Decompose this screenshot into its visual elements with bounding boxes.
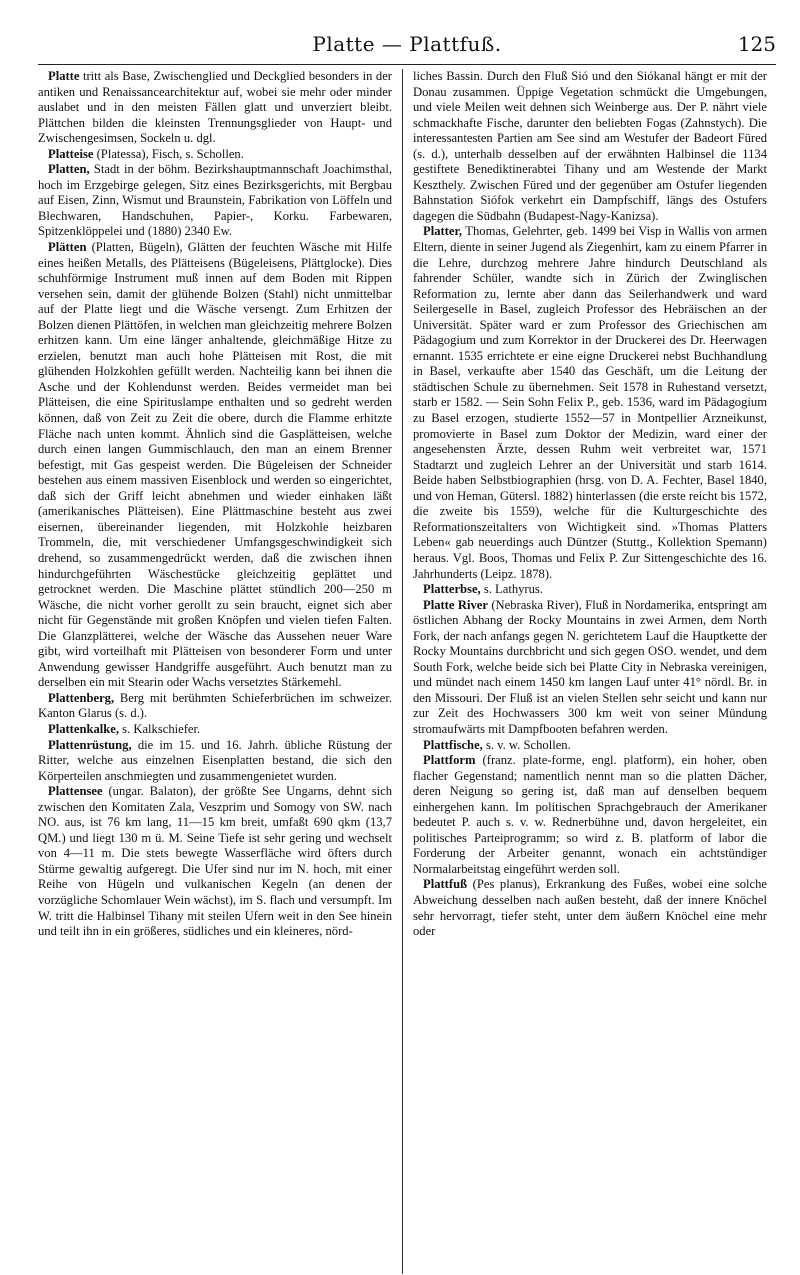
entry-text: liches Bassin. Durch den Fluß Sió und den Siókanal hängt er mit der Donau zusammen. Üppige Vegetation schmückt die Umgebungen, und viele Meilen weit dehnen sich Weinberge aus. Der P. nährt viele schmackhafte Fische, darunter den beliebten Fogas (Zahnstych). Die interessantesten Partien am See sind am Westufer der Badeort Füred (s. d.), unterhalb desselben auf der erwähnten Halbinsel die 1134 gestiftete Benediktinerabtei Tihany und am Westende der Markt Keszthely. Zwischen Füred und der gegenüber am Ostufer liegenden Bahnstation Siófok verkehrt ein Dampfschiff, längs des Ostufers dagegen die Südbahn (Budapest-Nagy-Kanizsa).: [413, 69, 767, 223]
dictionary-entry: [413, 738, 767, 754]
entry-text: Thomas, Gelehrter, geb. 1499 bei Visp in Wallis von armen Eltern, diente in seiner Jugend als Ziegenhirt, kam zu einem Pfarrer in die Lehre, durchzog mehrere Jahre hindurch Deutschland als fahrender Schüler, wandte sich in Zürich der Zwinglischen Reformation zu, lernte aber dann das Seilerhandwerk und ward Seilergeselle in Basel, zugleich Professor des Hebräischen an der Universität. Später ward er zum Professor des Griechischen am Pädagogium und zum Korrektor in der Druckerei des Dr. Heerwagen ernannt. 1535 errichtete er eine eigne Druckerei nebst Buchhandlung in Basel, verkaufte aber 1540 das Geschäft, um die Leitung der städtischen Schule zu übernehmen. Seit 1578 in Ruhestand versetzt, starb er 1582. — Sein Sohn Felix P., geb. 1536, ward im Pädagogium zu Basel erzogen, studierte 1552—57 in Montpellier Arzneikunst, promovierte in Basel zum Doktor der Medizin, ward einer der angesehensten Ärzte, dessen Ruhm weit verbreitet war, 1571 Stadtarzt und zugleich Lehrer an der Universität und starb 1614. Beide haben Selbstbiographien (hrsg. von D. A. Fechter, Basel 1840, und von Heman, Gütersl. 1882) hinterlassen (die erste reicht bis 1572, die zweite bis 1559), welche für die Kulturgeschichte des Reformationszeitalters von Wichtigkeit sind. »Thomas Platters Leben« gab neuerdings auch Düntzer (Stuttg., Kollektion Spemann) heraus. Vgl. Boos, Thomas und Felix P. Zur Sittengeschichte des 16. Jahrhunderts (Leipz. 1878).: [413, 224, 767, 581]
dictionary-entry: [413, 753, 767, 877]
dictionary-entry: [38, 722, 392, 738]
entry-headword: Platte: [48, 69, 80, 83]
dictionary-entry: [413, 877, 767, 939]
entry-text: Stadt in der böhm. Bezirkshauptmannschaft Joachimsthal, hoch im Erzgebirge gelegen, Sitz eines Bezirksgerichts, mit Bergbau auf Eisen, Zinn, Wismut und Braunstein, Fabrikation von Löffeln und Blechwaren, Handschuhen, Papier-, Korku. Farbewaren, Spitzenklöppelei und (1880) 2340 Ew.: [38, 162, 392, 239]
entry-headword: Plattenrüstung,: [48, 737, 132, 752]
text-columns: [38, 69, 776, 1274]
entry-text: s. Kalkschiefer.: [119, 721, 201, 736]
dictionary-entry: [413, 582, 767, 598]
entry-text: die im 15. und 16. Jahrh. übliche Rüstung der Ritter, welche aus einzelnen Eisenplatten bestand, die sich den Körperteilen anschmiegten und zusammengenietet wurden.: [38, 737, 392, 783]
dictionary-entry: [38, 738, 392, 785]
entry-text: (Platten, Bügeln), Glätten der feuchten Wäsche mit Hilfe eines heißen Metalls, des Plätteisens (Bügeleisens, Plättglocke). Dies schuhförmige Instrument muß innen auf dem Boden mit Rippen versehen sein, damit der glühende Bolzen (Stahl) nicht unmittelbar auf der Platte liegt und die Wäsche versengt. Zum Erhitzen der Bolzen dienen Plättöfen, in welchen man gleichzeitig mehrere Bolzen erhitzen kann. Um eine länger anhaltende, gleichmäßige Hitze zu erzielen, benutzt man auch hohe Plätteisen mit Rost, die mit glühenden Holzkohlen gefüllt werden. Nachteilig kann bei ihnen die Asche und der Kohlendunst werden. Beides vermeidet man bei Plätteisen, die eine Spirituslampe enthalten und so gedreht werden können, daß von Zeit zu Zeit die obere, durch die Flamme erhitzte Fläche nach unten kommt. Ähnlich sind die Gasplätteisen, welche durch einen langen Gummischlauch, den man an einem Brenner befestigt, mit Gas gespeist werden. Die Bügeleisen der Schneider bestehen aus einem massiven Eisenblock und werden so eingerichtet, daß sich der Griff leicht abnehmen und wieder einhaken läßt (amerikanisches Plätteisen). Eine Plättmaschine besteht aus zwei eisernen, übereinander liegenden, mit Holzkohle heizbaren Trommeln, die, mit verschiedener Umfangsgeschwindigkeit sich drehend, so zusammengedrückt werden, daß die zwischen ihnen hindurchgeführten Wäschestücke gleichzeitig geplättet und getrocknet werden. Die Maschine plättet stündlich 200—250 m Wäsche, die nicht vorher gerollt zu sein braucht, eignet sich aber nicht für Gegenstände mit großen Knöpfen und vielen tiefen Falten. Die Glanzplätterei, welche der Wäsche das Aussehen neuer Ware gibt, wird vorteilhaft mit Plätteisen von besonderer Form und unter Anwendung gewisser Handgriffe ausgeführt. Auch benutzt man zu derselben ein mit Stearin oder Wachs versetztes Stärkemehl.: [38, 240, 392, 690]
entry-headword: Platter,: [423, 224, 463, 239]
entry-text: (ungar. Balaton), der größte See Ungarns, dehnt sich zwischen den Komitaten Zala, Veszprim und Somogy von SW. nach NO. aus, ist 76 km lang, 11—15 km breit, umfaßt 690 qkm (13,7 QM.) und liegt 130 m ü. M. Seine Tiefe ist sehr gering und wechselt von 4—11 m. Die stets bewegte Wasserfläche wird öfters durch Stürme gewaltig aufgeregt. Die Ufer sind nur im N. hoch, mit einer Reihe von Hügeln und vulkanischen Kegeln (an denen der vorzügliche Schomlauer Wein wächst), im S. flach und versumpft. Im W. tritt die Halbinsel Tihany mit steilen Ufern weit in den See hinein und teilt ihn in ein größeres, südliches und ein kleineres, nörd-: [38, 784, 392, 939]
dictionary-entry: [38, 691, 392, 722]
entry-headword: Plattensee: [48, 784, 103, 799]
right-column: [403, 69, 767, 1274]
entry-headword: Platteise: [48, 146, 94, 161]
left-column: [38, 69, 402, 1274]
dictionary-entry: [413, 69, 767, 224]
entry-text: (franz. plate-forme, engl. platform), ein hoher, oben flacher Gegenstand; namentlich nennt man so die platten Dächer, deren Neigung so gering ist, daß man auf denselben bequem einhergehen kann. Im politischen Sprachgebrauch der Amerikaner bedeutet P. auch s. v. w. Rednerbühne und, davon hergeleitet, ein politisches Parteiprogramm; so wird z. B. platform of labor die Forderung der Arbeiter genannt, wonach ein achtstündiger Normalarbeitstag eingeführt werden soll.: [413, 753, 767, 876]
running-title: Platte — Plattfuß.: [312, 32, 502, 56]
page-header: [38, 28, 776, 65]
entry-headword: Plattform: [423, 753, 476, 768]
page-number: 125: [737, 32, 776, 56]
entry-headword: Platten,: [48, 162, 90, 177]
entry-text: tritt als Base, Zwischenglied und Deckglied besonders in der antiken und Renaissancearchitektur auf, wobei sie mehr oder minder auslabet und in den meisten Fällen glatt und unverziert bleibt. Plättchen bilden die kleinsten Trennungsglieder von Haupt- und Zwischengesimsen, Sockeln u. dgl.: [38, 69, 392, 146]
dictionary-entry: [38, 69, 392, 147]
dictionary-entry: [38, 784, 392, 939]
entry-headword: Plattfische,: [423, 737, 483, 752]
entry-headword: Plattenkalke,: [48, 721, 120, 736]
dictionary-entry: [38, 240, 392, 691]
entry-text: Berg mit berühmten Schieferbrüchen im schweizer. Kanton Glarus (s. d.).: [38, 690, 392, 721]
entry-text: (Platessa), Fisch, s. Schollen.: [93, 146, 244, 161]
entry-headword: Platte River: [423, 597, 488, 612]
dictionary-entry: [38, 147, 392, 163]
entry-headword: Plätten: [48, 240, 87, 255]
entry-text: s. v. w. Schollen.: [482, 737, 571, 752]
entry-headword: Plattenberg,: [48, 690, 115, 705]
entry-text: s. Lathyrus.: [480, 582, 543, 597]
entry-headword: Plattfuß: [423, 877, 468, 892]
dictionary-entry: [38, 162, 392, 240]
entry-text: (Pes planus), Erkrankung des Fußes, wobei eine solche Abweichung desselben nach außen besteht, daß der innere Knöchel sehr hervorragt, tiefer steht, unter dem äußern Knöchel eine mehr oder: [413, 877, 767, 939]
dictionary-entry: [413, 598, 767, 738]
entry-headword: Platterbse,: [423, 582, 481, 597]
entry-text: (Nebraska River), Fluß in Nordamerika, entspringt am östlichen Abhang der Rocky Mountains in zwei Armen, dem North Fork, der nach anfangs gegen N. gerichtetem Lauf die Hauptkette der Rocky Mountains durchbricht und sich gegen OSO. wendet, und dem South Fork, welche beide sich bei Platte City in Nebraska vereinigen, und mündet nach einem 1450 km langen Lauf unter 41° nördl. Br. in den Missouri. Der Fluß ist an vielen Stellen sehr seicht und kann nur zur Zeit des Hochwassers 300 km weit von seiner Mündung stromaufwärts mit Dampfbooten befahren werden.: [413, 597, 767, 736]
dictionary-entry: [413, 224, 767, 582]
